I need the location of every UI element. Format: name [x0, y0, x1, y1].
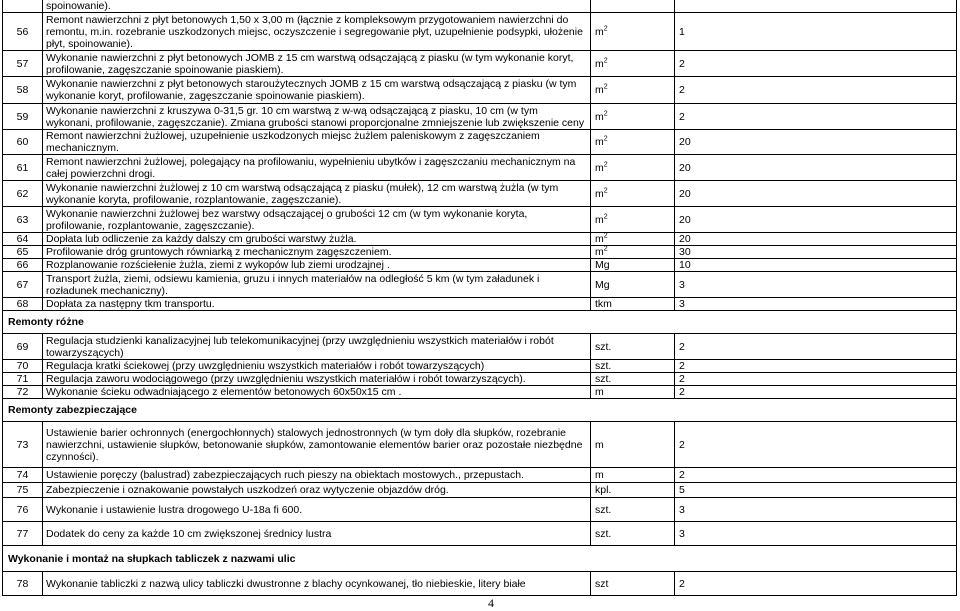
row-quantity: 2 — [675, 422, 957, 468]
row-unit: m — [595, 213, 604, 226]
row-quantity: 3 — [675, 272, 957, 298]
table-row — [3, 522, 957, 546]
unit-exponent: 2 — [603, 83, 608, 91]
row-quantity: 20 — [675, 155, 957, 181]
row-number: 62 — [3, 181, 43, 207]
row-description: Profilowanie dróg gruntowych równiarką z mechanicznym zagęszczeniem. — [43, 246, 591, 259]
row-unit: m — [595, 246, 604, 258]
unit-exponent: 2 — [603, 25, 608, 32]
row-unit: m — [595, 469, 604, 481]
section-title: Wykonanie i montaż na słupkach tabliczek z nazwami ulic — [3, 546, 957, 572]
row-unit: m — [595, 233, 604, 245]
row-unit-cell — [591, 272, 675, 298]
row-unit: m — [595, 136, 604, 148]
row-number: 75 — [3, 483, 43, 498]
row-unit-cell — [591, 373, 675, 386]
row-number: 58 — [3, 77, 43, 104]
table-row — [3, 360, 957, 373]
section-header-row — [3, 311, 957, 334]
row-number: 68 — [3, 298, 43, 311]
row-number: 67 — [3, 272, 43, 298]
row-description: Ustawienie poręczy (balustrad) zabezpieczających ruch pieszy na obiektach mostowych., przepustach. — [43, 468, 591, 483]
row-number: 76 — [3, 498, 43, 522]
row-description: Wykonanie nawierzchni z płyt betonowych JOMB z 15 cm warstwą odsączającą z piasku (w tym wykonanie koryt, profilowanie, zagęszczanie spoinowanie piaskiem). — [43, 51, 591, 77]
row-unit-cell — [591, 207, 675, 233]
table-row — [3, 13, 957, 51]
table-body — [3, 0, 957, 596]
row-number: 66 — [3, 259, 43, 272]
row-quantity: 20 — [675, 207, 957, 233]
row-unit: szt. — [595, 503, 612, 516]
row-unit: Mg — [595, 259, 610, 271]
row-unit-cell — [591, 104, 675, 130]
row-quantity: 10 — [675, 259, 957, 272]
row-number: 74 — [3, 468, 43, 483]
row-quantity: 2 — [675, 104, 957, 130]
page-number: 4 — [488, 596, 494, 610]
row-quantity: 2 — [675, 468, 957, 483]
row-quantity: 20 — [675, 181, 957, 207]
row-number: 60 — [3, 130, 43, 155]
table-row — [3, 259, 957, 272]
row-quantity: 2 — [675, 51, 957, 77]
row-number: 65 — [3, 246, 43, 259]
row-description: Wykonanie ścieku odwadniającego z elementów betonowych 60x50x15 cm . — [43, 386, 591, 399]
row-unit-cell — [591, 334, 675, 360]
row-description: Remont nawierzchni z płyt betonowych 1,50 x 3,00 m (łącznie z kompleksowym przygotowaniem nawierzchni do remontu, m.in. rozebranie uszkodzonych miejsc, oczyszczenie i segregowanie płyt, uzupełnienie podsypki, ułożenie płyt, spoinowanie). — [43, 13, 591, 51]
row-unit: m — [595, 25, 604, 38]
table-row — [3, 130, 957, 155]
row-unit: m — [595, 187, 604, 200]
row-unit: szt. — [595, 373, 612, 385]
unit-exponent: 2 — [603, 161, 608, 168]
table-row — [3, 233, 957, 246]
table-row — [3, 155, 957, 181]
row-unit: tkm — [595, 298, 612, 310]
row-quantity: 3 — [675, 498, 957, 522]
row-description: Dopłata za następny tkm transportu. — [43, 298, 591, 311]
row-quantity: 3 — [675, 522, 957, 546]
row-number: 61 — [3, 155, 43, 181]
row-number: 63 — [3, 207, 43, 233]
cost-table — [2, 0, 957, 596]
table-row — [3, 272, 957, 298]
row-quantity: 2 — [675, 373, 957, 386]
row-quantity: 2 — [675, 386, 957, 399]
unit-exponent: 2 — [603, 135, 608, 143]
row-unit: m — [595, 84, 604, 96]
table-row — [3, 298, 957, 311]
section-header-row — [3, 399, 957, 422]
row-description: Ustawienie barier ochronnych (energochłonnych) stalowych jednostronnych (w tym doły dla słupków, rozebranie nawierzchni, ustawienie słupków, betonowanie słupków, zamontowanie elementów barier oraz pozostałe niezbędne czynności). — [43, 422, 591, 468]
section-title: Remonty różne — [3, 311, 957, 334]
row-unit-cell — [591, 181, 675, 207]
unit-exponent: 2 — [603, 57, 608, 64]
row-unit-cell — [591, 13, 675, 51]
row-unit: szt. — [595, 340, 612, 353]
row-unit-cell — [591, 233, 675, 246]
row-unit-cell — [591, 0, 675, 13]
row-quantity: 20 — [675, 233, 957, 246]
table-row — [3, 334, 957, 360]
document-page — [2, 0, 958, 596]
row-number: 72 — [3, 386, 43, 399]
row-unit-cell — [591, 483, 675, 498]
row-unit-cell — [591, 522, 675, 546]
row-description: spoinowanie). — [43, 0, 591, 13]
row-unit-cell — [591, 246, 675, 259]
row-quantity: 5 — [675, 483, 957, 498]
table-row — [3, 0, 957, 13]
table-row — [3, 207, 957, 233]
row-description: Remont nawierzchni żużlowej, polegający na profilowaniu, wypełnieniu ubytków i zagęszczaniu mechanicznym na całej powierzchni drogi. — [43, 155, 591, 181]
table-row — [3, 51, 957, 77]
unit-exponent: 2 — [603, 213, 608, 220]
row-description: Wykonanie nawierzchni żużlowej bez warstwy odsączającej o grubości 12 cm (w tym wykonanie koryta, profilowanie, rozplantowanie, zagęszczanie). — [43, 207, 591, 233]
row-description: Wykonanie nawierzchni z płyt betonowych staroużytecznych JOMB z 15 cm warstwą odsączającą z piasku (w tym wykonanie koryt, profilowanie, zagęszczanie spoinowanie piaskiem). — [43, 77, 591, 104]
row-description: Regulacja zaworu wodociągowego (przy uwzględnieniu wszystkich materiałów i robót towarzyszących). — [43, 373, 591, 386]
table-row — [3, 104, 957, 130]
row-number: 78 — [3, 572, 43, 596]
row-unit-cell — [591, 572, 675, 596]
row-description: Wykonanie nawierzchni żużlowej z 10 cm warstwą odsączającą z piasku (mułek), 12 cm warstwą żużla (w tym wykonanie koryta, profilowanie, rozplantowanie, zagęszczanie). — [43, 181, 591, 207]
row-number: 70 — [3, 360, 43, 373]
table-row — [3, 246, 957, 259]
unit-exponent: 2 — [603, 245, 608, 253]
row-number: 57 — [3, 51, 43, 77]
row-unit: m — [595, 110, 604, 123]
table-row — [3, 498, 957, 522]
row-unit-cell — [591, 51, 675, 77]
row-unit-cell — [591, 468, 675, 483]
row-quantity: 1 — [675, 13, 957, 51]
row-unit-cell — [591, 386, 675, 399]
row-description: Zabezpieczenie i oznakowanie powstałych uszkodzeń oraz wytyczenie objazdów dróg. — [43, 483, 591, 498]
row-unit-cell — [591, 130, 675, 155]
table-row — [3, 386, 957, 399]
table-row — [3, 483, 957, 498]
table-row — [3, 181, 957, 207]
table-row — [3, 468, 957, 483]
row-description: Regulacja studzienki kanalizacyjnej lub telekomunikacyjnej (przy uwzględnieniu wszystkich materiałów i robót towarzyszących) — [43, 334, 591, 360]
row-quantity: 3 — [675, 298, 957, 311]
section-header-row — [3, 546, 957, 572]
row-number: 64 — [3, 233, 43, 246]
row-quantity: 2 — [675, 572, 957, 596]
row-description: Wykonanie i ustawienie lustra drogowego U-18a fi 600. — [43, 498, 591, 522]
row-quantity: 2 — [675, 360, 957, 373]
row-description: Transport żużla, ziemi, odsiewu kamienia, gruzu i innych materiałów na odległość 5 km (w tym załadunek i rozładunek mechaniczny). — [43, 272, 591, 298]
row-number: 73 — [3, 422, 43, 468]
row-unit-cell — [591, 155, 675, 181]
row-unit-cell — [591, 259, 675, 272]
row-description: Dopłata lub odliczenie za każdy dalszy cm grubości warstwy żużla. — [43, 233, 591, 246]
row-description: Wykonanie tabliczki z nazwą ulicy tabliczki dwustronne z blachy ocynkowanej, tło niebieskie, litery białe — [43, 572, 591, 596]
unit-exponent: 2 — [603, 110, 608, 117]
row-unit-cell — [591, 298, 675, 311]
row-number — [3, 0, 43, 13]
row-description: Wykonanie nawierzchni z kruszywa 0-31,5 gr. 10 cm warstwą z w-wą odsączającą z piasku, 10 cm (w tym wykonani, profilowanie, zagęszczanie). Zmiana grubości stanowi proporcjonalne zmniejszenie lub zwiększenie ceny — [43, 104, 591, 130]
row-description: Rozplanowanie rozściełenie żużla, ziemi z wykopów lub ziemi urodzajnej . — [43, 259, 591, 272]
table-row — [3, 77, 957, 104]
row-unit-cell — [591, 422, 675, 468]
row-unit-cell — [591, 77, 675, 104]
row-quantity: 2 — [675, 77, 957, 104]
row-description: Regulacja kratki ściekowej (przy uwzględnieniu wszystkich materiałów i robót towarzyszących) — [43, 360, 591, 373]
row-unit: kpl. — [595, 484, 612, 496]
unit-exponent: 2 — [603, 187, 608, 194]
row-number: 71 — [3, 373, 43, 386]
row-description: Dodatek do ceny za każde 10 cm zwiększonej średnicy lustra — [43, 522, 591, 546]
row-description: Remont nawierzchni żużlowej, uzupełnienie uszkodzonych miejsc żużlem paleniskowym z zagęszczaniem mechanicznym. — [43, 130, 591, 155]
row-unit: Mg — [595, 278, 610, 291]
row-unit-cell — [591, 498, 675, 522]
table-row — [3, 572, 957, 596]
row-unit-cell — [591, 360, 675, 373]
unit-exponent: 2 — [603, 232, 608, 240]
row-number: 56 — [3, 13, 43, 51]
row-quantity — [675, 0, 957, 13]
row-quantity: 30 — [675, 246, 957, 259]
row-unit: m — [595, 438, 604, 451]
row-unit: m — [595, 386, 604, 398]
row-number: 69 — [3, 334, 43, 360]
section-title: Remonty zabezpieczające — [3, 399, 957, 422]
row-unit: m — [595, 57, 604, 70]
table-row — [3, 373, 957, 386]
row-unit: m — [595, 161, 604, 174]
row-unit: szt. — [595, 527, 612, 540]
row-quantity: 2 — [675, 334, 957, 360]
row-unit: szt. — [595, 360, 612, 372]
row-number: 59 — [3, 104, 43, 130]
row-quantity: 20 — [675, 130, 957, 155]
row-number: 77 — [3, 522, 43, 546]
table-row — [3, 422, 957, 468]
row-unit: szt — [595, 577, 609, 590]
